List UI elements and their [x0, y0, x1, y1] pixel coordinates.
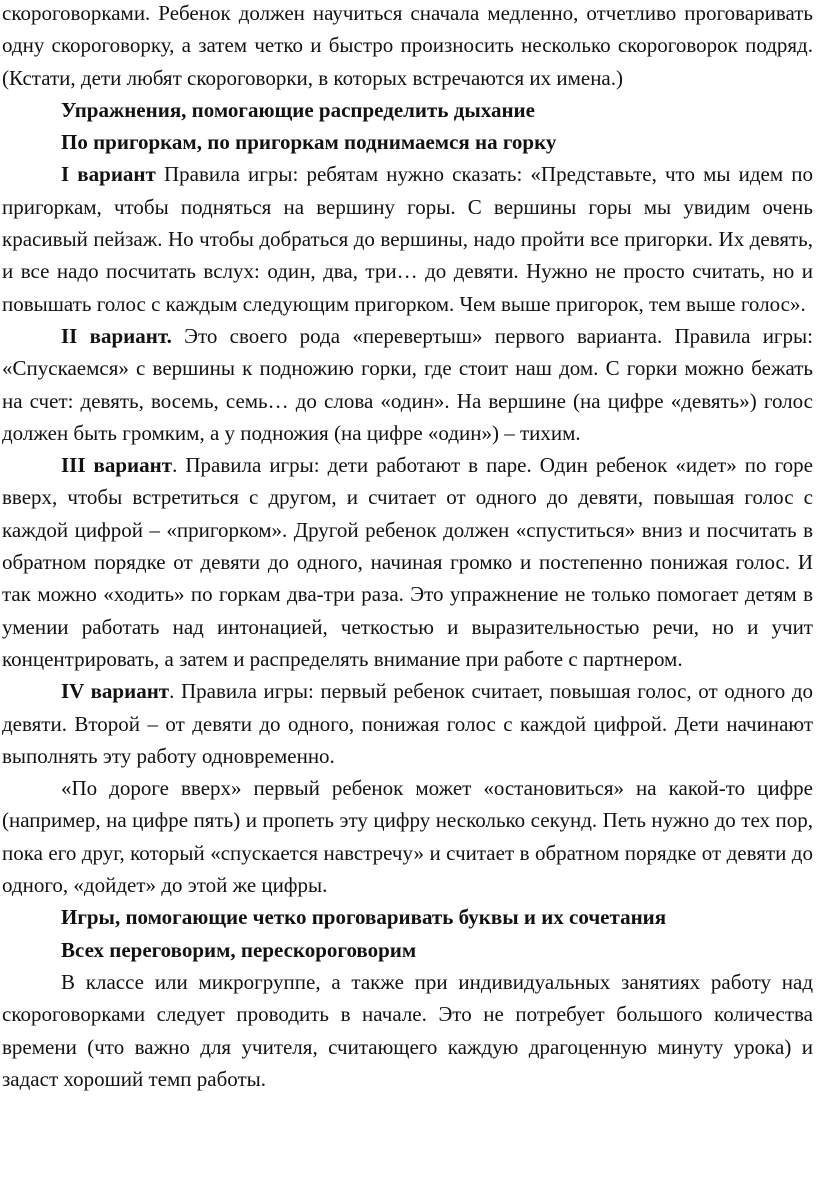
variant-4-label: IV вариант	[61, 679, 170, 704]
paragraph-continuation: скороговорками. Ребенок должен научиться сначала медленно, отчетливо проговаривать одну скороговорку, а затем четко и быстро произносить несколько скороговорок подряд. (Кстати, дети любят скороговорки, в которых встречаются их имена.)	[2, 1, 813, 90]
paragraph-classroom: В классе или микрогруппе, а также при индивидуальных занятиях работу над скороговорками следует проводить в начале. Это не потребует большого количества времени (что важно для учителя, считающего каждую драгоценную минуту урока) и задаст хороший темп работы.	[2, 969, 813, 1091]
game-title-tongue-twisters: Всех переговорим, перескороговорим	[61, 937, 417, 962]
variant-3-label: III вариант	[61, 453, 173, 478]
game-title-hills: По пригоркам, по пригоркам поднимаемся на горку	[61, 130, 557, 155]
variant-1-text: Правила игры: ребятам нужно сказать: «Представьте, что мы идем по пригоркам, чтобы подняться на вершину горы. С вершины горы мы увидим очень красивый пейзаж. Но чтобы добраться до вершины, надо пройти все пригорки. Их девять, и все надо посчитать вслух: один, два, три… до девяти. Нужно не просто считать, но и повышать голос с каждым следующим пригорком. Чем выше пригорок, тем выше голос».	[2, 162, 813, 316]
paragraph-road-up: «По дороге вверх» первый ребенок может «остановиться» на какой-то цифре (например, на цифре пять) и пропеть эту цифру несколько секунд. Петь нужно до тех пор, пока его друг, который «спускается навстречу» и считает в обратном порядке от девяти до одного, «дойдет» до этой же цифры.	[2, 776, 813, 898]
variant-3-text: . Правила игры: дети работают в паре. Один ребенок «идет» по горе вверх, чтобы встретиться с другом, и считает от одного до девяти, повышая голос с каждой цифрой – «пригорком». Другой ребенок должен «спуститься» вниз и посчитать в обратном порядке от девяти до одного, начиная громко и постепенно понижая голос. И так можно «ходить» по горкам два-три раза. Это упражнение не только помогает детям в умении работать над интонацией, четкостью и выразительностью речи, но и учит концентрировать, а затем и распределять внимание при работе с партнером.	[2, 453, 813, 671]
paragraph-variant-1	[2, 158, 813, 319]
variant-2-text: Это своего рода «перевертыш» первого варианта. Правила игры: «Спускаемся» с вершины к подножию горки, где стоит наш дом. С горки можно бежать на счет: девять, восемь, семь… до слова «один». На вершине (на цифре «девять») голос должен быть громким, а у подножия (на цифре «один») – тихим.	[2, 323, 813, 445]
section-heading-breathing: Упражнения, помогающие распределить дыхание	[61, 97, 535, 122]
variant-1-label: I вариант	[61, 162, 156, 187]
paragraph-variant-3	[2, 449, 813, 675]
section-heading-letters: Игры, помогающие четко проговаривать буквы и их сочетания	[61, 905, 667, 930]
variant-2-label: II вариант.	[61, 323, 172, 348]
variant-4-text: . Правила игры: первый ребенок считает, повышая голос, от одного до девяти. Второй – от девяти до одного, понижая голос с каждой цифрой. Дети начинают выполнять эту работу одновременно.	[2, 679, 814, 768]
paragraph-variant-4	[2, 675, 813, 772]
paragraph-variant-2	[2, 320, 813, 449]
